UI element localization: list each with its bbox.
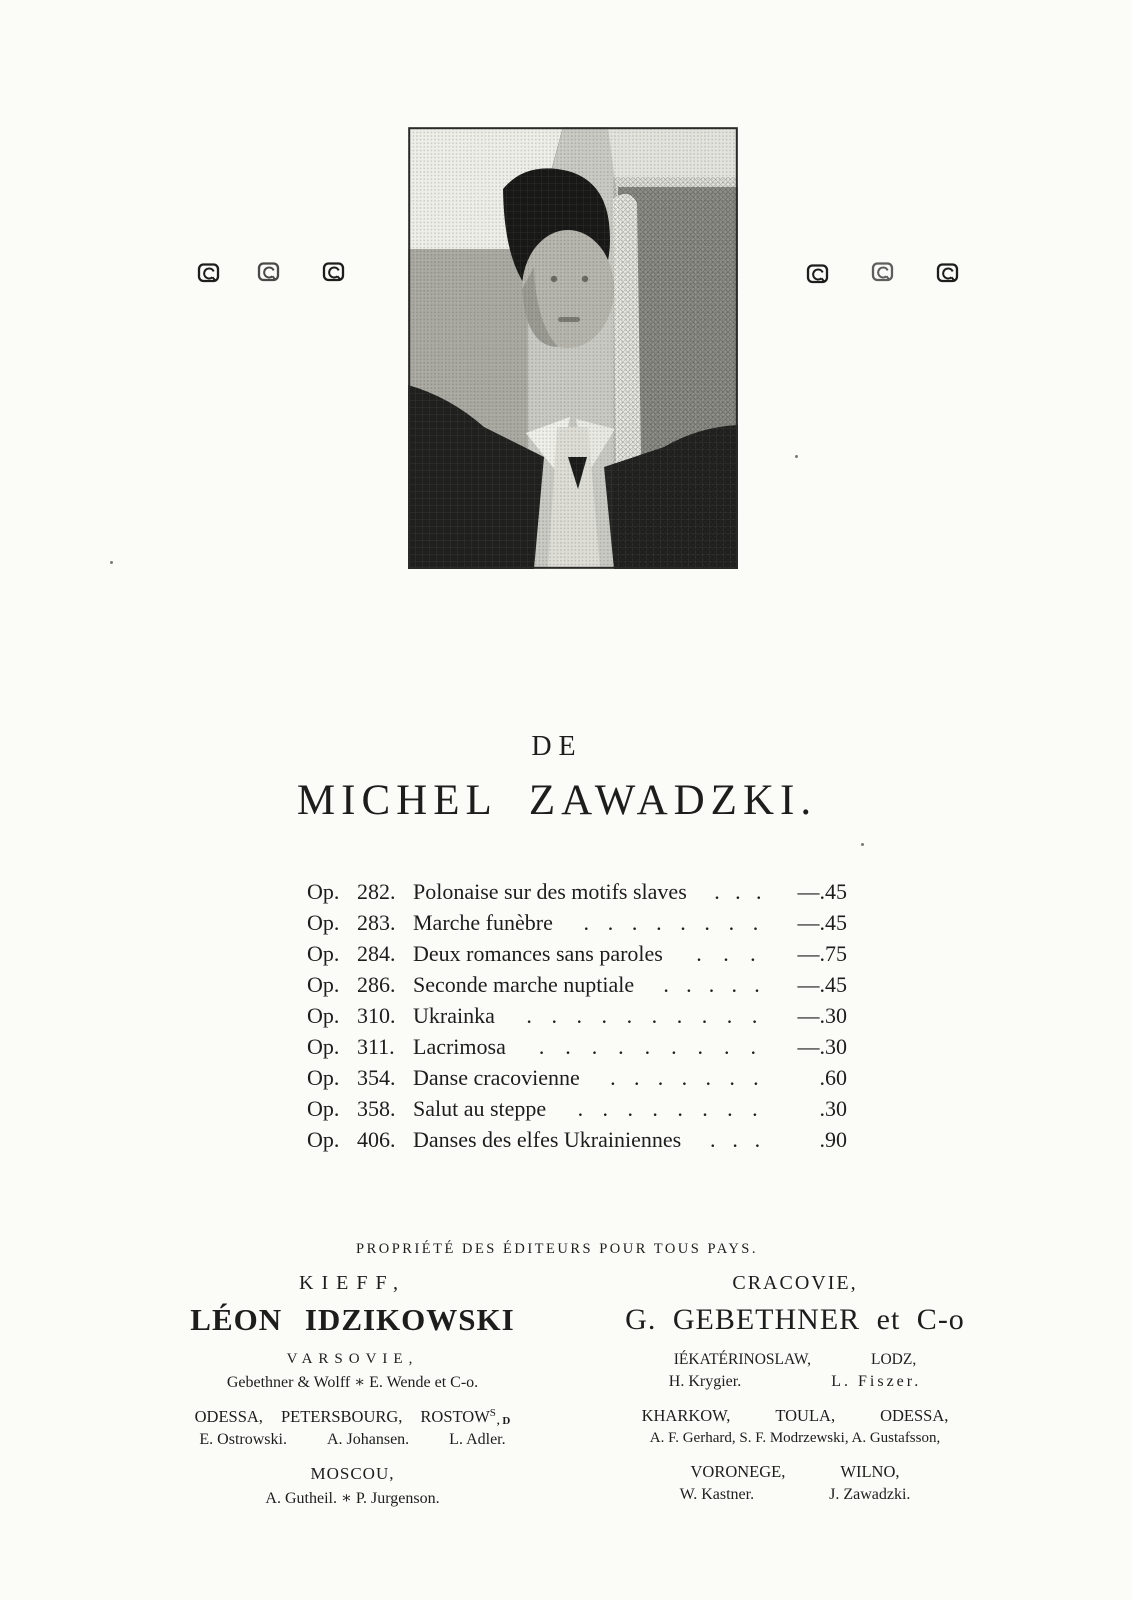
work-title: Danse cracovienne	[413, 1065, 580, 1090]
work-price: —.30	[797, 1034, 847, 1059]
dot-leader: . . . . . . . .	[577, 1096, 758, 1121]
dot-leader: . . .	[696, 941, 756, 966]
dot-leader: . . .	[714, 879, 762, 904]
dot-leader: . . . . . . . . . .	[526, 1003, 758, 1028]
opus-label: Op.	[307, 1096, 340, 1121]
publisher-name-idzikowski: LÉON IDZIKOWSKI	[190, 1302, 515, 1337]
cities-row	[100, 1407, 605, 1427]
city-heading-varsovie: VARSOVIE,	[286, 1351, 419, 1367]
work-title: Polonaise sur des motifs slaves	[413, 879, 687, 904]
agent-kastner: W. Kastner.	[679, 1486, 755, 1503]
opus-number: 283.	[357, 910, 396, 935]
dot-leader: . . .	[710, 1127, 761, 1152]
opus-label: Op.	[307, 879, 340, 904]
opus-number: 354.	[357, 1065, 396, 1090]
work-price: .90	[819, 1127, 847, 1152]
work-price: .30	[819, 1096, 847, 1121]
work-price: .60	[819, 1065, 847, 1090]
work-row	[307, 876, 847, 907]
city-iekaterinoslaw: IÉKATÉRINOSLAW,	[673, 1351, 812, 1368]
publisher-name-gebethner: G. GEBETHNER et C-o	[625, 1303, 965, 1336]
opus-label: Op.	[307, 972, 340, 997]
agent-ostrowski: E. Ostrowski.	[199, 1431, 287, 1448]
work-title: Lacrimosa	[413, 1034, 506, 1059]
printer-ornament-icon	[322, 261, 346, 283]
dot-leader: . . . . . . . .	[583, 910, 759, 935]
opus-label: Op.	[307, 1127, 340, 1152]
work-row	[307, 1124, 847, 1155]
city-heading-moscou: MOSCOU,	[310, 1464, 395, 1483]
work-title: Salut au steppe	[413, 1096, 547, 1121]
city-lodz: LODZ,	[871, 1351, 917, 1368]
dot-leader: . . . . .	[663, 972, 760, 997]
work-price: —.45	[797, 879, 847, 904]
work-title: Seconde marche nuptiale	[413, 972, 635, 997]
opus-number: 286.	[357, 972, 396, 997]
city-rostow	[420, 1407, 510, 1427]
rostow-sub: , D	[496, 1415, 511, 1427]
cities-row	[585, 1351, 1005, 1369]
agents-row	[585, 1373, 1005, 1391]
rostow-base: ROSTOW	[420, 1407, 490, 1426]
rights-line: PROPRIÉTÉ DES ÉDITEURS POUR TOUS PAYS.	[356, 1241, 758, 1257]
city-odessa-2: ODESSA,	[880, 1406, 949, 1425]
composer-name-title: MICHEL ZAWADZKI.	[296, 777, 818, 824]
work-title: Marche funèbre	[413, 910, 553, 935]
work-row	[307, 1093, 847, 1124]
printer-ornament-icon	[871, 261, 895, 283]
agents-row	[585, 1486, 1005, 1504]
printer-ornament-icon	[197, 262, 221, 284]
work-row	[307, 969, 847, 1000]
agent-fiszer: L. Fiszer.	[831, 1373, 922, 1390]
agent-krygier: H. Krygier.	[668, 1373, 742, 1390]
de-heading: DE	[531, 731, 583, 762]
agents-kharkow-toula-odessa: A. F. Gerhard, S. F. Modrzewski, A. Gustafsson,	[649, 1430, 941, 1446]
work-row	[307, 938, 847, 969]
cities-row	[585, 1462, 1005, 1482]
city-odessa: ODESSA,	[194, 1407, 263, 1426]
work-row	[307, 907, 847, 938]
publisher-column-kieff	[100, 1272, 605, 1508]
cities-row	[585, 1406, 1005, 1426]
scan-speck	[795, 455, 798, 458]
opus-number: 310.	[357, 1003, 396, 1028]
rostow-sup: S	[489, 1407, 497, 1419]
agents-row	[100, 1431, 605, 1449]
work-title: Danses des elfes Ukrainiennes	[413, 1127, 682, 1152]
portrait-halftone-art	[408, 127, 738, 569]
scan-speck	[110, 561, 113, 564]
printer-ornament-icon	[257, 261, 281, 283]
dot-leader: . . . . . . . . .	[538, 1034, 756, 1059]
work-price: —.45	[797, 972, 847, 997]
opus-label: Op.	[307, 1003, 340, 1028]
work-price: —.30	[797, 1003, 847, 1028]
agents-moscou: A. Gutheil. ∗ P. Jurgenson.	[265, 1490, 440, 1507]
opus-label: Op.	[307, 1065, 340, 1090]
opus-number: 406.	[357, 1127, 396, 1152]
work-row	[307, 1062, 847, 1093]
city-petersbourg: PETERSBOURG,	[280, 1407, 403, 1426]
city-kharkow: KHARKOW,	[641, 1406, 731, 1425]
composer-portrait-photo	[408, 127, 738, 569]
dot-leader: . . . . . . .	[610, 1065, 759, 1090]
opus-number: 284.	[357, 941, 396, 966]
agents-row	[585, 1430, 1005, 1447]
work-title: Deux romances sans paroles	[413, 941, 663, 966]
work-row	[307, 1000, 847, 1031]
agent-adler: L. Adler.	[449, 1431, 506, 1448]
scan-speck	[861, 843, 864, 846]
opus-number: 358.	[357, 1096, 396, 1121]
agent-zawadzki: J. Zawadzki.	[829, 1486, 911, 1503]
city-heading-kieff: KIEFF,	[299, 1272, 406, 1294]
work-title: Ukrainka	[413, 1003, 495, 1028]
opus-label: Op.	[307, 910, 340, 935]
opus-number: 311.	[357, 1034, 395, 1059]
agent-johansen: A. Johansen.	[326, 1431, 410, 1448]
work-price: —.45	[797, 910, 847, 935]
city-wilno: WILNO,	[840, 1462, 900, 1481]
work-price: —.75	[797, 941, 847, 966]
opus-works-list	[307, 876, 847, 1155]
opus-label: Op.	[307, 941, 340, 966]
publisher-column-cracovie	[585, 1272, 1005, 1504]
agents-varsovie: Gebethner & Wolff ∗ E. Wende et C-o.	[226, 1374, 479, 1391]
work-row	[307, 1031, 847, 1062]
city-voronege: VORONEGE,	[690, 1462, 786, 1481]
printer-ornament-icon	[936, 262, 960, 284]
city-heading-cracovie: CRACOVIE,	[732, 1272, 858, 1294]
opus-number: 282.	[357, 879, 396, 904]
opus-label: Op.	[307, 1034, 340, 1059]
city-toula: TOULA,	[775, 1406, 836, 1425]
printer-ornament-icon	[806, 263, 830, 285]
